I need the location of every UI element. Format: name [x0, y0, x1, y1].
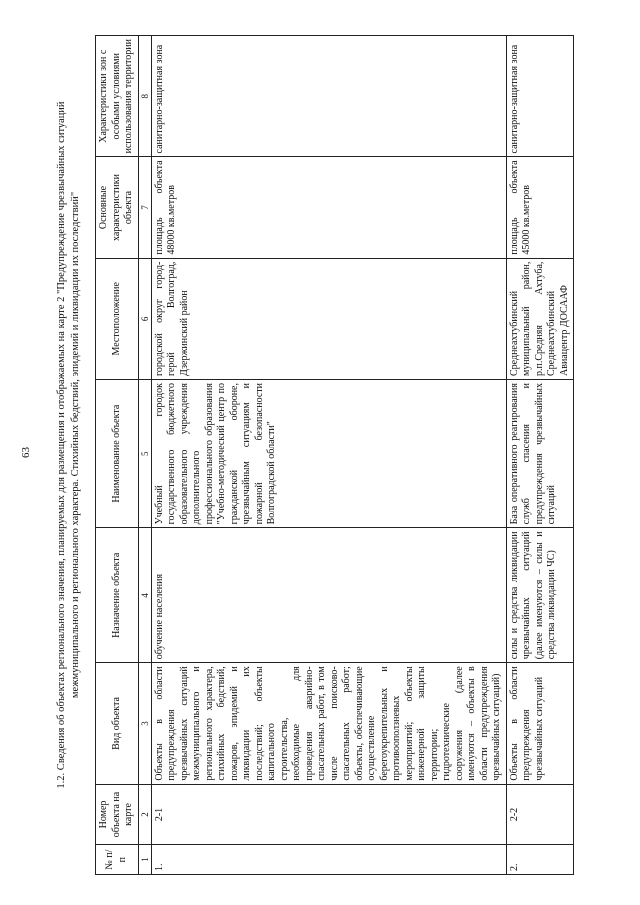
column-number-row [138, 36, 151, 875]
object-name: Учебный городок государственного бюджетного образовательного учреждения дополнительного профессионального образования "Учебно-методический центр по гражданской обороне, чрезвычайным ситуациям и пожарной безопасности Волгоградской области" [151, 380, 506, 528]
col-header-location: Местоположение [96, 258, 139, 379]
object-zones: санитарно-защитная зона [151, 36, 506, 157]
col-header-name: Наименование объекта [96, 380, 139, 528]
column-number: 1 [138, 845, 151, 875]
header-row [96, 36, 139, 875]
object-zones: санитарно-защитная зона [506, 36, 574, 157]
table-row [506, 36, 574, 875]
column-number: 6 [138, 258, 151, 379]
object-kind: Объекты в области предупреждения чрезвычайных ситуаций [506, 663, 574, 784]
col-header-kind: Вид объекта [96, 663, 139, 784]
row-number: 1. [151, 845, 506, 875]
col-header-purpose: Назначение объекта [96, 528, 139, 663]
objects-table [95, 35, 574, 875]
object-characteristics: площадь объекта 48000 кв.метров [151, 157, 506, 258]
column-number: 3 [138, 663, 151, 784]
title-line-1: 1.2. Сведения об объектах регионального значения, планируемых для размещения и отображаемых на карте 2 "Предупреждение чрезвычайных ситуаций [56, 101, 67, 789]
object-characteristics: площадь объекта 45000 кв.метров [506, 157, 574, 258]
object-purpose: обучение населения [151, 528, 506, 663]
map-number: 2-2 [506, 784, 574, 845]
title-line-2: межмуниципального и регионального характера. Стихийных бедствий, эпидемий и ликвидации их последствий" [70, 191, 81, 699]
object-name: База оперативного реагирования служб спасения и предупреждения чрезвычайных ситуаций [506, 380, 574, 528]
object-kind: Объекты в области предупреждения чрезвычайных ситуаций межмуниципального и регионального характера, стихийных бедствий, пожаров, эпидемий и ликвидации их последствий; объекты капитального строительства, необходимые для проведения аварийно-спасательных работ, в том числе поисково-спасательных работ; объекты, обеспечивающие осуществление берегоукрепительных и противооползневых мероприятий; объекты инженерной защиты территории; гидротехнические сооружения (далее именуются – объекты в области предупреждения чрезвычайных ситуаций) [151, 663, 506, 784]
map-number: 2-1 [151, 784, 506, 845]
page-number: 63 [20, 447, 32, 458]
col-header-map-number: Номер объекта на карте [96, 784, 139, 845]
row-number: 2. [506, 845, 574, 875]
object-location: городской округ город-герой Волгоград, Дзержинский район [151, 258, 506, 379]
table-row [151, 36, 506, 875]
object-purpose: силы и средства ликвидации чрезвычайных ситуаций (далее именуются – силы и средства ликвидации ЧС) [506, 528, 574, 663]
col-header-num: № п/п [96, 845, 139, 875]
col-header-characteristics: Основные характеристики объекта [96, 157, 139, 258]
column-number: 8 [138, 36, 151, 157]
col-header-zones: Характеристики зон с особыми условиями использования территории [96, 36, 139, 157]
column-number: 4 [138, 528, 151, 663]
column-number: 2 [138, 784, 151, 845]
section-title [55, 45, 83, 845]
column-number: 7 [138, 157, 151, 258]
object-location: Среднеахтубинский муниципальный район, р.п.Средняя Ахтуба, Среднеахтубинский Авиацентр ДОСААФ [506, 258, 574, 379]
column-number: 5 [138, 380, 151, 528]
